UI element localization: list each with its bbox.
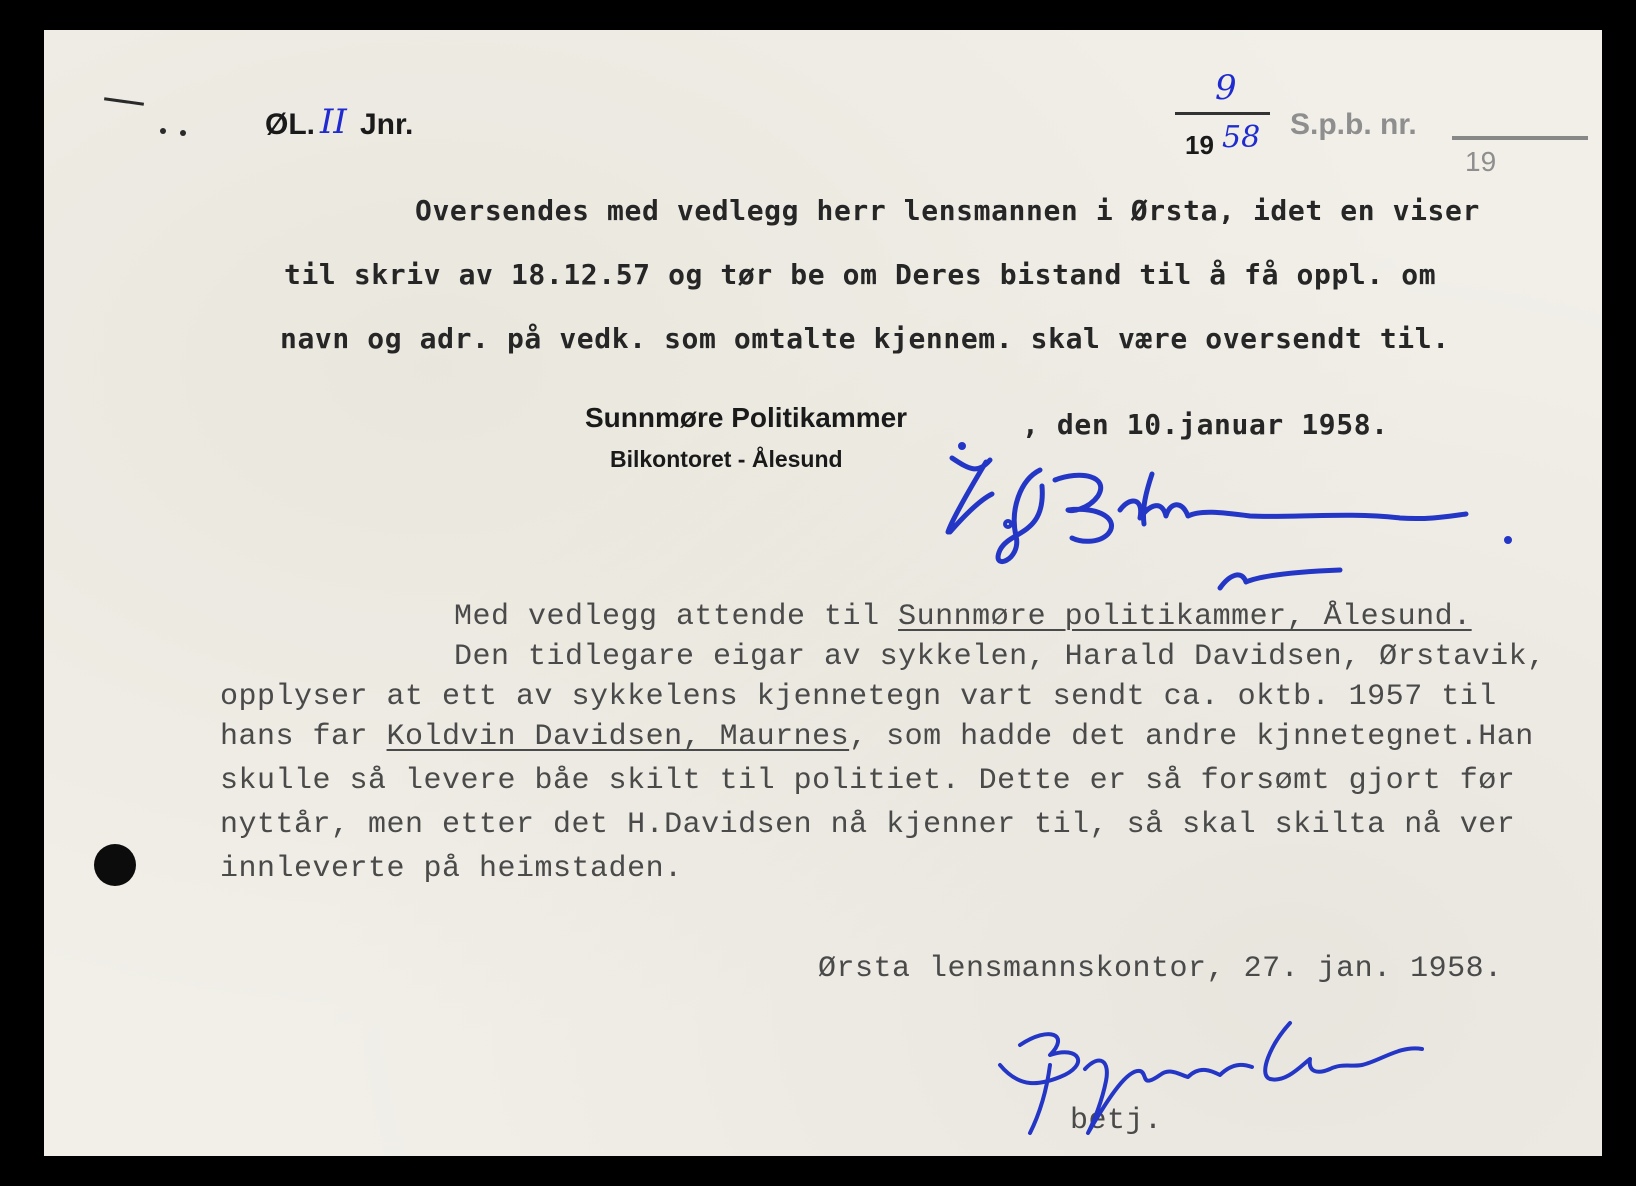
ink-dot: [160, 128, 166, 134]
reply-place-date: Ørsta lensmannskontor, 27. jan. 1958.: [818, 952, 1503, 986]
reply-line-4-suffix: , som hadde det andre kjnnetegnet.Han: [849, 720, 1534, 754]
reply-intro: Med vedlegg attende til: [454, 600, 899, 634]
reply-line-4: [220, 720, 1534, 754]
jnr-hand-prefix: II: [320, 102, 347, 142]
ink-dot: [180, 130, 186, 136]
reply-signer-title: betj.: [1070, 1104, 1163, 1138]
spb-year: 19: [1465, 146, 1497, 177]
spb-number-line: [1452, 136, 1588, 140]
reply-line-5: skulle så levere båe skilt til politiet. Dette er så forsømt gjort før: [220, 764, 1516, 798]
jnr-year-printed: 19: [1185, 130, 1214, 160]
jnr-year-hand: 58: [1222, 120, 1261, 155]
reply-named-person: Koldvin Davidsen, Maurnes: [386, 720, 850, 754]
jnr-office-label: ØL.: [265, 108, 315, 141]
punch-hole: [94, 844, 136, 886]
reply-addressee: Sunnmøre politikammer, Ålesund.: [898, 600, 1472, 634]
jnr-number: 9: [1215, 68, 1237, 108]
signature-2: [990, 1005, 1450, 1145]
spb-label: S.p.b. nr.: [1290, 108, 1417, 141]
forwarding-line-1: Oversendes med vedlegg herr lensmannen i Ørsta, idet en viser: [415, 194, 1480, 227]
reply-line-6: nyttår, men etter det H.Davidsen nå kjenner til, så skal skilta nå ver: [220, 808, 1516, 842]
forwarding-line-3: navn og adr. på vedk. som omtalte kjennem. skal være oversendt til.: [280, 322, 1450, 355]
reply-line-3: opplyser at ett av sykkelens kjennetegn vart sendt ca. oktb. 1957 til: [220, 680, 1497, 714]
office-stamp-line-2: Bilkontoret - Ålesund: [610, 446, 843, 472]
jnr-fraction-line: [1175, 112, 1270, 115]
reply-line-7: innleverte på heimstaden.: [220, 852, 683, 886]
reply-line-1: [454, 600, 1472, 634]
reply-line-2: Den tidlegare eigar av sykkelen, Harald Davidsen, Ørstavik,: [454, 640, 1546, 674]
jnr-label: Jnr.: [360, 108, 414, 141]
forwarding-line-2: til skriv av 18.12.57 og tør be om Deres bistand til å få oppl. om: [284, 258, 1437, 291]
reply-line-4-prefix: hans far: [220, 720, 387, 754]
signature-1: [930, 440, 1530, 610]
forwarding-date: , den 10.januar 1958.: [1022, 408, 1389, 441]
office-stamp-line-1: Sunnmøre Politikammer: [585, 402, 908, 433]
